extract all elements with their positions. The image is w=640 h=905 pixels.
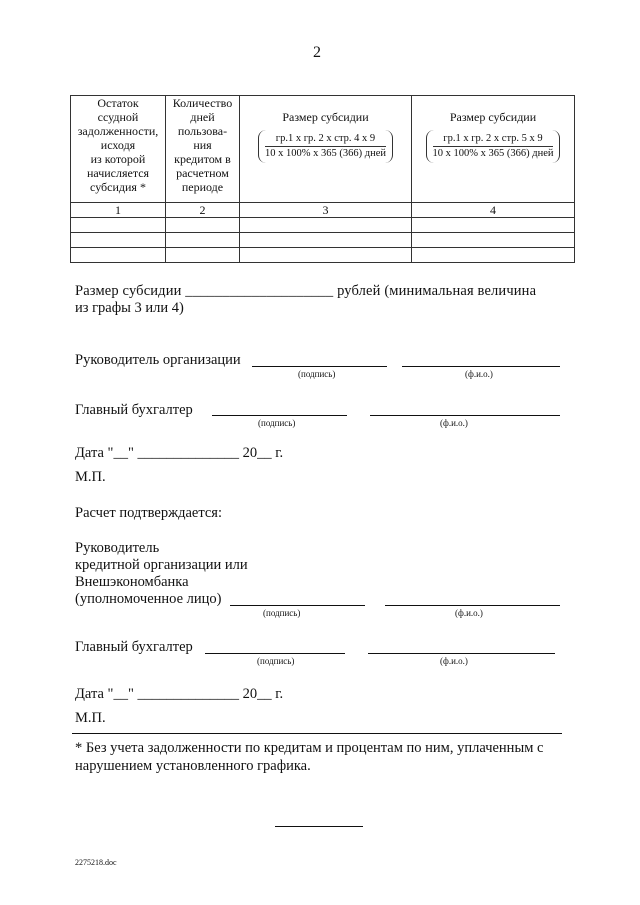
table-header-row (71, 96, 575, 203)
formula-col-3 (258, 130, 393, 163)
subsidy-table (70, 95, 575, 263)
fio-caption: (ф.и.о.) (440, 656, 468, 666)
header-col-4 (412, 96, 575, 203)
header-text: расчетном (176, 166, 229, 180)
head-org-label: Руководитель организации (75, 352, 241, 368)
bank-chief-accountant-label: Главный бухгалтер (75, 639, 193, 655)
date-field[interactable]: Дата "__" ______________ 20__ г. (75, 445, 284, 461)
header-text: дней (190, 110, 215, 124)
signature-caption: (подпись) (263, 608, 301, 618)
col-number: 4 (412, 203, 575, 218)
bank-head-label: Внешэкономбанка (75, 574, 189, 590)
cell[interactable] (412, 233, 575, 248)
stamp-place: М.П. (75, 710, 106, 726)
end-divider (275, 826, 363, 827)
cell[interactable] (412, 248, 575, 263)
table-row (71, 233, 575, 248)
fio-field[interactable] (402, 366, 560, 367)
header-text: задолженности, (77, 124, 159, 138)
col-number: 1 (71, 203, 166, 218)
footnote-divider (72, 733, 562, 734)
signature-caption: (подпись) (257, 656, 295, 666)
header-text: периоде (181, 180, 224, 194)
signature-caption: (подпись) (298, 369, 336, 379)
column-number-row (71, 203, 575, 218)
chief-accountant-label: Главный бухгалтер (75, 402, 193, 418)
fio-field[interactable] (368, 653, 555, 654)
formula-denominator: 10 х 100% х 365 (366) дней (265, 148, 386, 159)
cell[interactable] (166, 233, 240, 248)
table-row (71, 248, 575, 263)
signature-field[interactable] (230, 605, 365, 606)
footnote: * Без учета задолженности по кредитам и процентам по ним, уплаченным с (75, 740, 544, 756)
header-text: ния (193, 138, 212, 152)
fio-caption: (ф.и.о.) (455, 608, 483, 618)
confirmation-heading: Расчет подтверждается: (75, 505, 223, 521)
formula-numerator: гр.1 х гр. 2 х стр. 5 х 9 (433, 132, 554, 147)
fio-caption: (ф.и.о.) (440, 418, 468, 428)
header-col-2 (166, 96, 240, 203)
subsidy-amount-note: из графы 3 или 4) (75, 300, 184, 316)
fio-caption: (ф.и.о.) (465, 369, 493, 379)
date-field[interactable]: Дата "__" ______________ 20__ г. (75, 686, 284, 702)
table-row (71, 218, 575, 233)
fio-field[interactable] (385, 605, 560, 606)
signature-caption: (подпись) (258, 418, 296, 428)
header-text: Остаток (97, 96, 139, 110)
formula-numerator: гр.1 х гр. 2 х стр. 4 х 9 (265, 132, 386, 147)
header-text: кредитом в (174, 152, 231, 166)
footnote: нарушением установленного графика. (75, 758, 311, 774)
header-text: ссудной (97, 110, 139, 124)
header-col-3 (240, 96, 412, 203)
cell[interactable] (240, 218, 412, 233)
cell[interactable] (71, 233, 166, 248)
header-text: из которой (90, 152, 146, 166)
signature-field[interactable] (212, 415, 347, 416)
col-number: 3 (240, 203, 412, 218)
signature-field[interactable] (205, 653, 345, 654)
formula-col-4 (426, 130, 561, 163)
header-text: Размер субсидии (282, 110, 369, 124)
bank-head-label: Руководитель (75, 540, 160, 556)
cell[interactable] (71, 248, 166, 263)
bank-head-label: кредитной организации или (75, 557, 248, 573)
header-text: исходя (100, 138, 136, 152)
cell[interactable] (240, 233, 412, 248)
formula-denominator: 10 х 100% х 365 (366) дней (432, 148, 554, 159)
subsidy-amount-line: Размер субсидии ____________________ рублей (минимальная величина (75, 283, 537, 299)
stamp-place: М.П. (75, 469, 106, 485)
signature-field[interactable] (252, 366, 387, 367)
col-number: 2 (166, 203, 240, 218)
bank-head-label: (уполномоченное лицо) (75, 591, 222, 607)
header-text: начисляется (86, 166, 150, 180)
header-col-1 (71, 96, 166, 203)
fio-field[interactable] (370, 415, 560, 416)
document-id: 2275218.doc (75, 858, 117, 867)
header-text: Размер субсидии (449, 110, 537, 124)
page-number: 2 (313, 44, 321, 61)
header-text: субсидия * (90, 180, 146, 194)
cell[interactable] (240, 248, 412, 263)
cell[interactable] (166, 218, 240, 233)
header-text: Количество (172, 96, 233, 110)
cell[interactable] (412, 218, 575, 233)
cell[interactable] (166, 248, 240, 263)
header-text: пользова- (177, 124, 228, 138)
cell[interactable] (71, 218, 166, 233)
